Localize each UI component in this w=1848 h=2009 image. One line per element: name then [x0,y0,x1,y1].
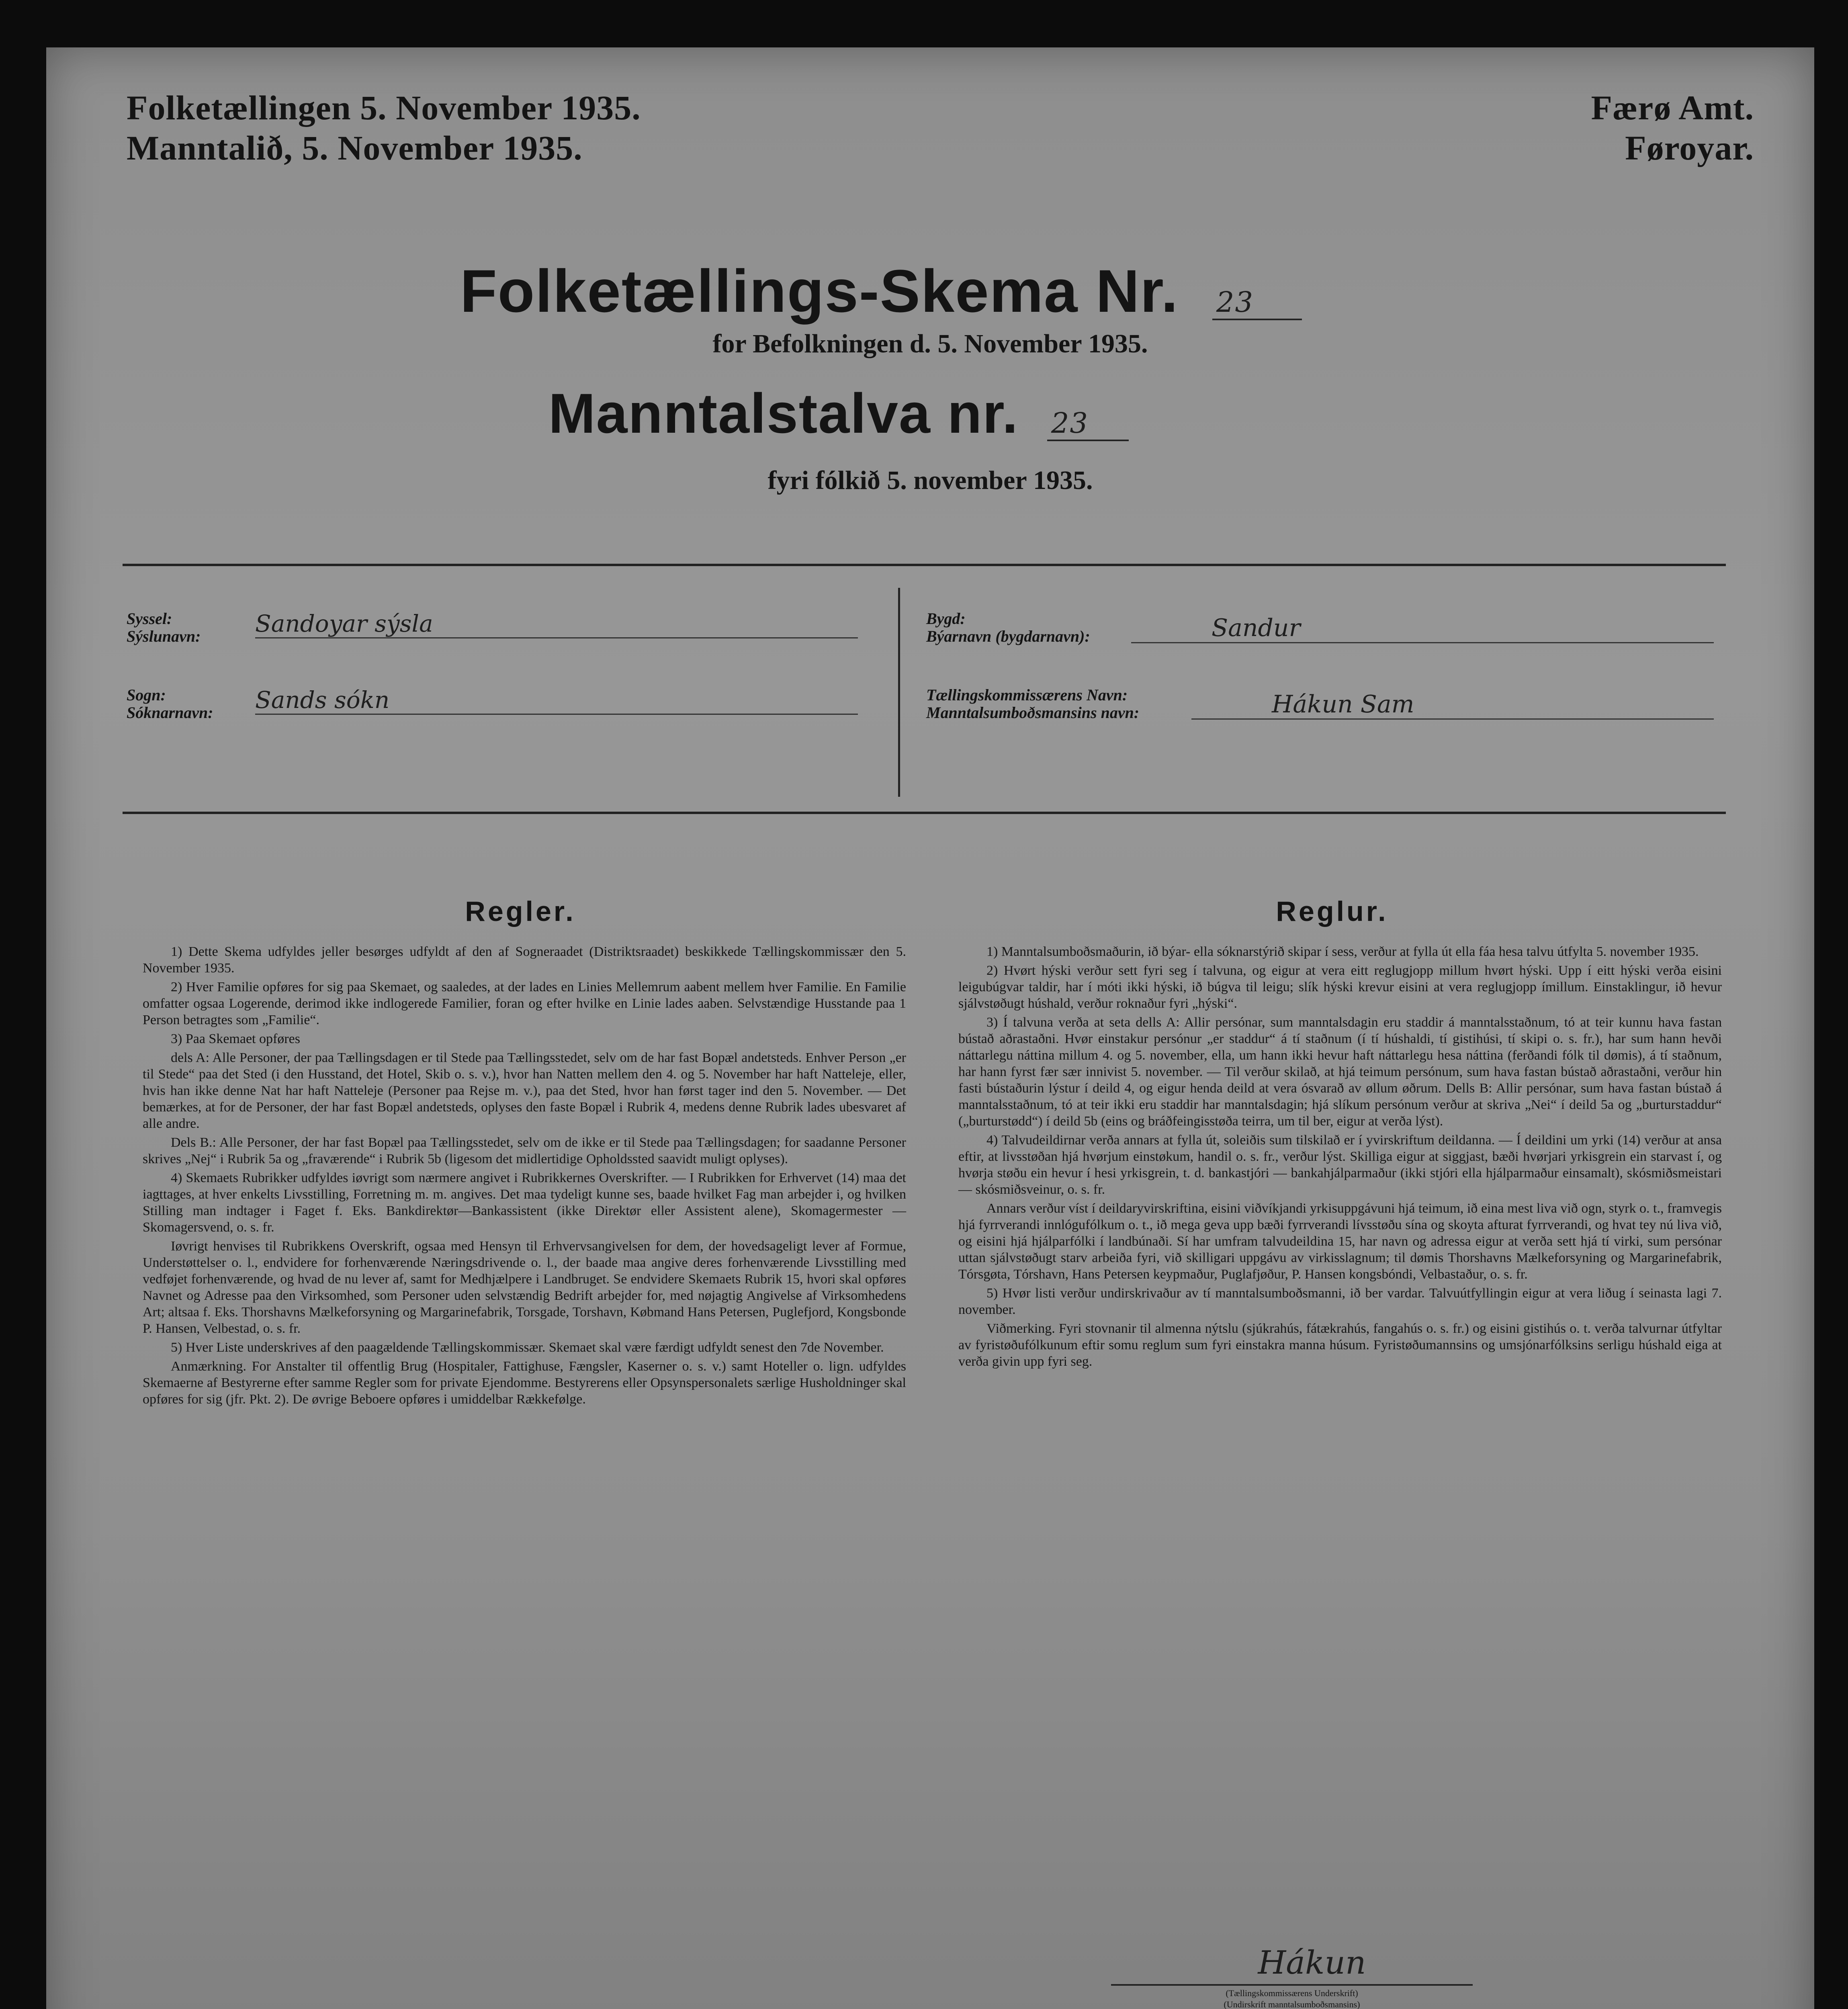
rules-dk-p2: 2) Hver Familie opføres for sig paa Skemaet, og saaledes, at der lades en Linies Mellemrum aabent mellem hver Familie. En Familie omfatter ogsaa Logerende, derimod ikke indlogerede Familier, foran og efter hvilke en Linie lades aaben. Selvstændige Husstande paa 1 Person betragtes som „Familie“. [143,980,906,1027]
manntal-number: 23 [1047,407,1129,441]
komm-label-2: Manntalsumboðsmansins navn: [926,704,1140,722]
rules-dk-text [143,943,906,1410]
rules-fo-p1: 1) Manntalsumboðsmaðurin, ið býar- ella sóknarstýrið skipar í sess, verður at fylla út ella fáa hesa talvu útfylta 5. november 1935. [986,944,1699,959]
rules-dk-p6: 4) Skemaets Rubrikker udfyldes iøvrigt som nærmere angivet i Rubrikkernes Overskrifter. — I Rubrikken for Erhvervet (14) maa det iagttages, at hver enkelts Livsstilling, Forretning m. m. angives. Det maa tydeligt kunne ses, baade hvilket Fag man arbejder i, og hvilken Stilling man indtager i Faget f. Eks. Bankdirektør—Bankassistent (ikke Direktør eller Assistent alene), Skomagermester — Skomagersvend, o. s. fr. [143,1170,906,1235]
bygd-label [926,610,1090,645]
title-skema-text: Folketællings-Skema Nr. [460,257,1179,325]
header-left-line1: Folketællingen 5. November 1935. [127,88,641,127]
rules-dk-p3: 3) Paa Skemaet opføres [171,1031,300,1046]
rules-fo-p5: Annars verður víst í deildaryvirskriftina, eisini viðvíkjandi yrkisuppgávuni hjá teimum, ið eina mest liva við ogn, styrk o. t., framvegis hjá fyrrverandi innlógufólkum o. t., ið mega geva upp bæði fyrrverandi lívsstøðu sína og skoyta afturat fyrrverandi, og hvat tey nú liva við, og eisini hjá hjálparfólki í landbúnaði. Sí har umfram talvudeildina 15, har navn og adressa eigur at verða sett hjá tí virki, sum persónar uttan sjálvstøðugt starv arbeiða fyri, við skilligari uppgávu av virkisslagnum; til dømis Thorshavns Mælkeforsyning og Margarinefabrik, Tórsgøta, Tórshavn, Hans Petersen keypmaður, Puglafjøður, P. Hansen kongsbóndi, Velbastaður, o. s. fr. [958,1201,1722,1282]
rules-fo-p3: 3) Í talvuna verða at seta dells A: Allir persónar, sum manntalsdagin eru staddir á manntalsstaðnum, tó at teir kunnu hava fastan bústað aðrastaðni. Hvør einstakur persónur „er staddur“ á tí staðnum (í tí húshaldi, tí gistihúsi, tí skipi o. s. fr.), har sum hann hevði náttarlegu náttina millum 4. og 5. november, ella, um hann ikki hevur haft náttarlegu hesa náttina (ferðandi fólk til dømis), á tí staðnum, har hann fyrst fær sær innivist 5. november. — Til verður skilað, at hjá teimum persónum, sum hava fastan bústað aðrastaðni, verður hin fasti bústaðurin lýstur í deild 4, og eigur henda deild at vera ósvarað av øllum øðrum. Dells B: Allir persónar, sum hava fastan bústað á manntalsstaðnum, tó at teir ikki eru staddir har manntalsdagin; hjá slíkum persónum verður at skriva „Nei“ í deild 5a og „burturstaddur“ („burturstødd“) í deild 5b (eins og bráðfeingisstøða teirra, um til ber, eigur at verða lýst). [958,1015,1722,1129]
info-top-rule [123,564,1726,566]
sogn-label-2: Sóknarnavn: [127,704,213,722]
bygd-label-1: Bygd: [926,610,966,628]
rules-fo-p6: 5) Hvør listi verður undirskrivaður av tí manntalsumboðsmanni, ið ber vardar. Talvuútfyllingin eigur at vera liðug í seinasta lagi 7. november. [958,1286,1722,1317]
sysel-label-1: Syssel: [127,610,172,628]
komm-label-1: Tællingskommissærens Navn: [926,686,1128,704]
header-left-line2: Manntalið, 5. November 1935. [127,129,583,167]
rules-fo-p7: Viðmerking. Fyri stovnanir til almenna nýtslu (sjúkrahús, fátækrahús, fangahús o. s. fr.) og eisini gistihús o. t. verða talvurnar útfyltar av fyristøðufólkunum eftir somu reglum sum fyri einstakra manna húsum. Fyristøðumannsins og umsjónarfólksins serligu húshald eiga at verða givin upp fyri seg. [958,1321,1722,1369]
rules-dk-heading: Regler. [465,896,576,927]
header-right-line1: Færø Amt. [1591,88,1754,127]
komm-value: Hákun Sam [1191,690,1714,720]
sogn-label-1: Sogn: [127,686,166,704]
title-manntal [548,381,1433,446]
title-skema [460,256,1344,326]
sysel-label [127,610,201,645]
rules-dk-p5: Dels B.: Alle Personer, der har fast Bopæl paa Tællingsstedet, selv om de ikke er til Stede paa Tællingsdagen; for saadanne Personer skrives „Nej“ i Rubrik 5a og „fraværende“ i Rubrik 5b (ligesom det midlertidige Opholdssted saavidt muligt oplyses). [143,1135,906,1166]
komm-label [926,686,1139,722]
signature-value: Hákun [1258,1944,1366,1981]
header-right-line2: Føroyar. [1625,129,1754,167]
info-bottom-rule [123,812,1726,814]
title-skema-sub: for Befolkningen d. 5. November 1935. [712,329,1148,358]
bygd-value: Sandur [1131,614,1714,643]
sogn-label [127,686,213,722]
rules-dk-p4: dels A: Alle Personer, der paa Tællingsdagen er til Stede paa Tællingsstedet, selv om de har fast Bopæl andetsteds. Enhver Person „er til Stede“ paa det Sted (i den Husstand, det Hotel, Skib o. s. v.), hvor han Natten mellem den 4. og 5. November har haft Natteleje, eller, hvis han ikke denne Nat har haft Natteleje (Personer paa Rejse m. v.), paa det Sted, hvor han først tager ind den 5. November. — Det bemærkes, at for de Personer, der har fast Bopæl andetsteds, oplyses den faste Bopæl i Rubrik 4, medens denne Rubrik lades ubesvaret af alle andre. [143,1050,906,1131]
signature-caption-1: (Tællingskommissærens Underskrift) [1226,1988,1358,1998]
rules-dk-p7: Iøvrigt henvises til Rubrikkens Overskrift, ogsaa med Hensyn til Erhvervsangivelsen for dem, der hovedsageligt lever af Formue, Understøttelser o. l., endvidere for forhenværende Næringsdrivende o. l., der baade maa angive deres forhenværende Livsstilling med vedføjet forhenværende, og hvad de nu lever af, samt for Medhjælpere i Landbruget. Se endvidere Skemaets Rubrik 15, hvori skal opføres Navnet og Adresse paa den Virksomhed, som Personer uden selvstændig Bedrift arbejder for, med nøjagtig Angivelse af Virksomhedens Art; altsaa f. Eks. Thorshavns Mælkeforsyning og Margarinefabrik, Torsgade, Torshavn, Købmand Hans Petersen, Puglefjord, Kongsbonde P. Hansen, Velbestad, o. s. fr. [143,1239,906,1336]
rules-dk-p1: 1) Dette Skema udfyldes jeller besørges udfyldt af den af Sogneraadet (Distriktsraadet) beskikkede Tællingskommissær den 5. November 1935. [143,944,906,976]
rules-dk-p8: 5) Hver Liste underskrives af den paagældende Tællingskommissær. Skemaet skal være færdigt udfyldt senest den 7de November. [171,1340,884,1355]
title-manntal-sub: fyri fólkið 5. november 1935. [767,466,1093,495]
sysel-value: Sandoyar sýsla [255,610,858,638]
skema-number: 23 [1212,286,1302,320]
rules-fo-p4: 4) Talvudeildirnar verða annars at fylla út, soleiðis sum tilskilað er í yvirskriftum deildanna. — Í deildini um yrki (14) verður at ansa eftir, at livsstøðan hjá hvørjum einstøkum, handil o. s. fr., verður lýst. Skilliga eigur at siggjast, bæði hvørjari yrkisgrein ein starvast í, og hvørja støðu ein hevur í hesi yrkisgrein, t. d. bankastjóri — bankahjálparmaður (ikki stjóri ella hjálparmaður einsamalt), skósmiðsmeistari — skósmiðsveinur, o. s. fr. [958,1133,1722,1197]
header-right [1352,88,1754,168]
title-manntal-text: Manntalstalva nr. [548,382,1019,445]
signature-line [1111,1984,1473,1986]
sysel-label-2: Sýslunavn: [127,627,201,645]
rules-fo-text [958,943,1722,1372]
rules-fo-p2: 2) Hvørt hýski verður sett fyri seg í talvuna, og eigur at vera eitt reglugjopp millum hvørt hýski. Upp í eitt hýski verða eisini leigubúgvar taldir, har í móti ikki hýski, ið búgva til leigu; slík hýski krevur eisini at vera reglugjopp ímillum. Einstaklingur, ið hevur sjálvstøðugt húshald, verður roknaður fyri „hýski“. [958,963,1722,1011]
signature-caption-2: (Undirskrift manntalsumboðsmansins) [1224,1999,1360,2009]
bygd-label-2: Býarnavn (bygdarnavn): [926,627,1090,645]
census-form-sheet [46,47,1814,2009]
header-left [127,88,810,168]
rules-dk-p9: Anmærkning. For Anstalter til offentlig Brug (Hospitaler, Fattighuse, Fængsler, Kaserner o. s. v.) samt Hoteller o. lign. udfyldes Skemaerne af Bestyrerne efter samme Regler som for private Ejendomme. Bestyrerens eller Opsynspersonalets særlige Husholdninger skal opføres for sig (jfr. Pkt. 2). De øvrige Beboere opføres i umiddelbar Rækkefølge. [143,1359,906,1407]
info-divider [898,588,900,797]
sogn-value: Sands sókn [255,686,858,715]
rules-fo-heading: Reglur. [1276,896,1388,927]
